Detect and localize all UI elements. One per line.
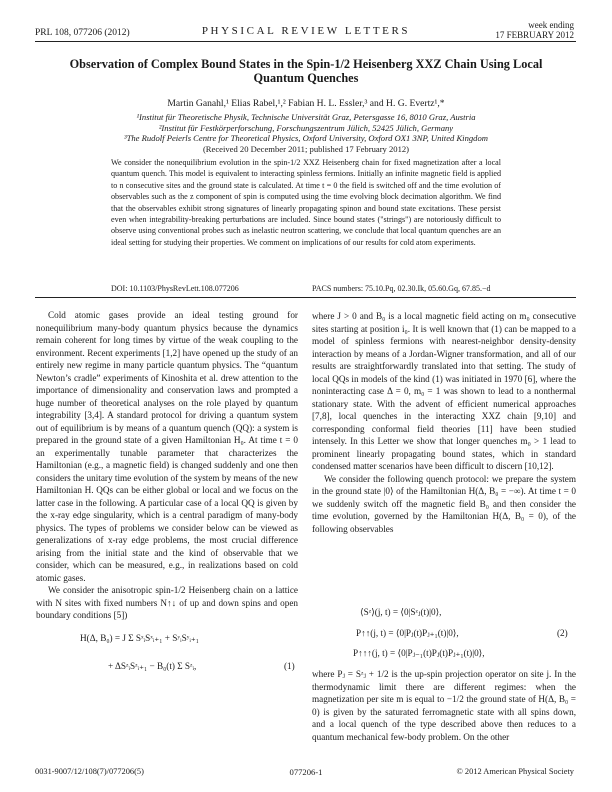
issue-date: 17 FEBRUARY 2012 <box>495 30 574 41</box>
header-rule <box>35 41 576 42</box>
equation-1-line-2: + ΔSᶻᵢSᶻᵢ₊₁ − B₀(t) Σ Sᶻᵢ, <box>108 661 197 671</box>
page-number: 077206-1 <box>289 767 323 777</box>
equation-2-number: (2) <box>557 628 568 638</box>
model-paragraph: We consider the anisotropic spin-1/2 Heisenberg chain on a lattice with N sites with fixed numbers N↑↓ of up and down spins and open boundary conditions [5]) <box>36 585 298 620</box>
journal-name: PHYSICAL REVIEW LETTERS <box>201 25 411 37</box>
pacs-numbers: PACS numbers: 75.10.Pq, 02.30.Ik, 05.60.Gq, 67.85.−d <box>312 284 491 293</box>
author-list: Martin Ganahl,¹ Elias Rabel,¹,² Fabian H. L. Essler,³ and H. G. Evertz¹,* <box>167 98 445 109</box>
received-date: (Received 20 December 2011; published 17 February 2012) <box>202 143 410 154</box>
section-rule <box>35 297 576 298</box>
equation-1-number: (1) <box>284 661 295 671</box>
equation-2-line-2: P↑↑(j, t) = ⟨0|Pⱼ(t)Pⱼ₊₁(t)|0⟩, <box>356 628 459 638</box>
affiliations <box>40 112 572 154</box>
abstract: We consider the nonequilibrium evolution in the spin-1/2 XXZ Heisenberg chain for fixed magnetization after a local quantum quench. This model is equivalent to interacting spinless fermions. Initially an infinite magnetic field is applied to n consecutive sites and the ground state is calculated. At time t = 0 the field is switched off and the time evolution of observables such as the z component of spin is computed using the time evolving block decimation algorithm. We find that the observables exhibit strong signatures of linearly propagating spinon and bound state excitations. These persist even when integrability-breaking perturbations are included. Since bound states ("strings") are notoriously difficult to observe using conventional probes such as inelastic neutron scattering, we conclude that local quantum quenches are an ideal setting for studying their properties. We comment on implications of our results for cold atom experiments. <box>111 158 501 247</box>
hamiltonian-description: where J > 0 and B₀ is a local magnetic field acting on m₀ consecutive sites starting at position i₀. It is well known that (1) can be mapped to a model of spinless fermions with nearest-neighbor density-density interaction by means of a Jordan-Wigner transformation, and all of our results are straightforwardly translated into that setting. The study of local QQs in models of the kind (1) was initiated in 1970 [6], where the noninteracting case Δ = 0, m₀ = 1 was shown to lead to a nonthermal stationary state. With the advent of efficient numerical approaches [7,8], local quenches in the interacting XXZ chain [9,10] and corresponding conformal field theories [11] have been studied intensely. In this Letter we show that longer quenches m₀ > 1 lead to prominent linearly propagating bound states, which in standard condensed matter scenarios have been difficult to discern [10,12]. <box>312 311 576 471</box>
left-column <box>36 309 298 622</box>
equation-1-line-1: H(Δ, B₀) = J Σ SˣᵢSˣᵢ₊₁ + SʸᵢSʸᵢ₊₁ <box>80 633 199 643</box>
paper-title: Observation of Complex Bound States in the Spin-1/2 Heisenberg XXZ Chain Using Local Quantum Quenches <box>69 57 543 85</box>
doi-link[interactable]: DOI: 10.1103/PhysRevLett.108.077206 <box>111 284 239 293</box>
issn-code: 0031-9007/12/108(7)/077206(5) <box>35 767 144 776</box>
quench-protocol-paragraph: We consider the following quench protocol: we prepare the system in the ground state |0⟩ of the Hamiltonian H(Δ, B₀ = −∞). At time t = 0 we suddenly switch off the magnetic field B₀ and then consider the time evolution, governed by the Hamiltonian H(Δ, B₀ = 0), of the following observables <box>312 473 576 534</box>
week-label: week ending <box>528 20 574 30</box>
affiliation-1: ¹Institut für Theoretische Physik, Technische Universität Graz, Petersgasse 16, 8010 Graz, Austria <box>136 112 476 122</box>
intro-paragraph: Cold atomic gases provide an ideal testing ground for nonequilibrium many-body quantum physics because the dynamics remain coherent for long times by virtue of the weak coupling to the environment. Recent experiments [1,2] have opened up the study of an entirely new regime in many particle quantum physics. The “quantum Newton’s cradle” experiments of Kinoshita et al. drew attention to the importance of dimensionality and conservation laws and prompted a huge number of theoretical analyses on the role played by quantum integrability [3,4]. A standard protocol for driving a quantum system out of equilibrium is by means of a quantum quench (QQ): a system is prepared in the ground state of a given Hamiltonian H₀. At time t = 0 an experimentally tunable parameter that characterizes the Hamiltonian (e.g., a magnetic field) is changed suddenly and one then considers the unitary time evolution of the system by means of the new Hamiltonian H. QQs can be either global or local and we focus on the latter case in the following. A particular case of a local QQ is given by the x-ray edge singularity, which is a central paradigm of many-body physics. The types of problems we consider below can be viewed as generalizations of x-ray edge problems, the most crucial difference arising from the initial state and the kind of observable that we consider, which can be measured, e.g., in realizations based on cold atomic gases. <box>36 310 298 583</box>
equation-2-line-1: ⟨Sᶻ⟩(j, t) = ⟨0|Sᶻⱼ(t)|0⟩, <box>360 607 442 617</box>
issue-date-block <box>495 20 574 41</box>
copyright: © 2012 American Physical Society <box>456 767 574 776</box>
projection-paragraph <box>312 668 576 743</box>
equation-2-line-3: P↑↑↑(j, t) = ⟨0|Pⱼ₋₁(t)Pⱼ(t)Pⱼ₊₁(t)|0⟩, <box>353 648 485 658</box>
projection-text: where Pⱼ = Sᶻⱼ + 1/2 is the up-spin projection operator on site j. In the thermodynamic limit there are different regimes: when the magnetization per site m is equal to −1/2 the ground state of H(Δ, B₀ = 0) is given by the saturated ferromagnetic state with all spins down, and a local quench of the type described above then reduces to a quantum mechanical few-body problem. On the other <box>312 669 576 742</box>
right-column <box>312 310 576 535</box>
journal-ref: PRL 108, 077206 (2012) <box>35 28 130 38</box>
affiliation-2: ²Institut für Festkörperforschung, Forschungszentrum Jülich, 52425 Jülich, Germany <box>158 122 454 133</box>
affiliation-3: ³The Rudolf Peierls Centre for Theoretical Physics, Oxford University, Oxford OX1 3NP, United Kingdom <box>124 133 488 144</box>
